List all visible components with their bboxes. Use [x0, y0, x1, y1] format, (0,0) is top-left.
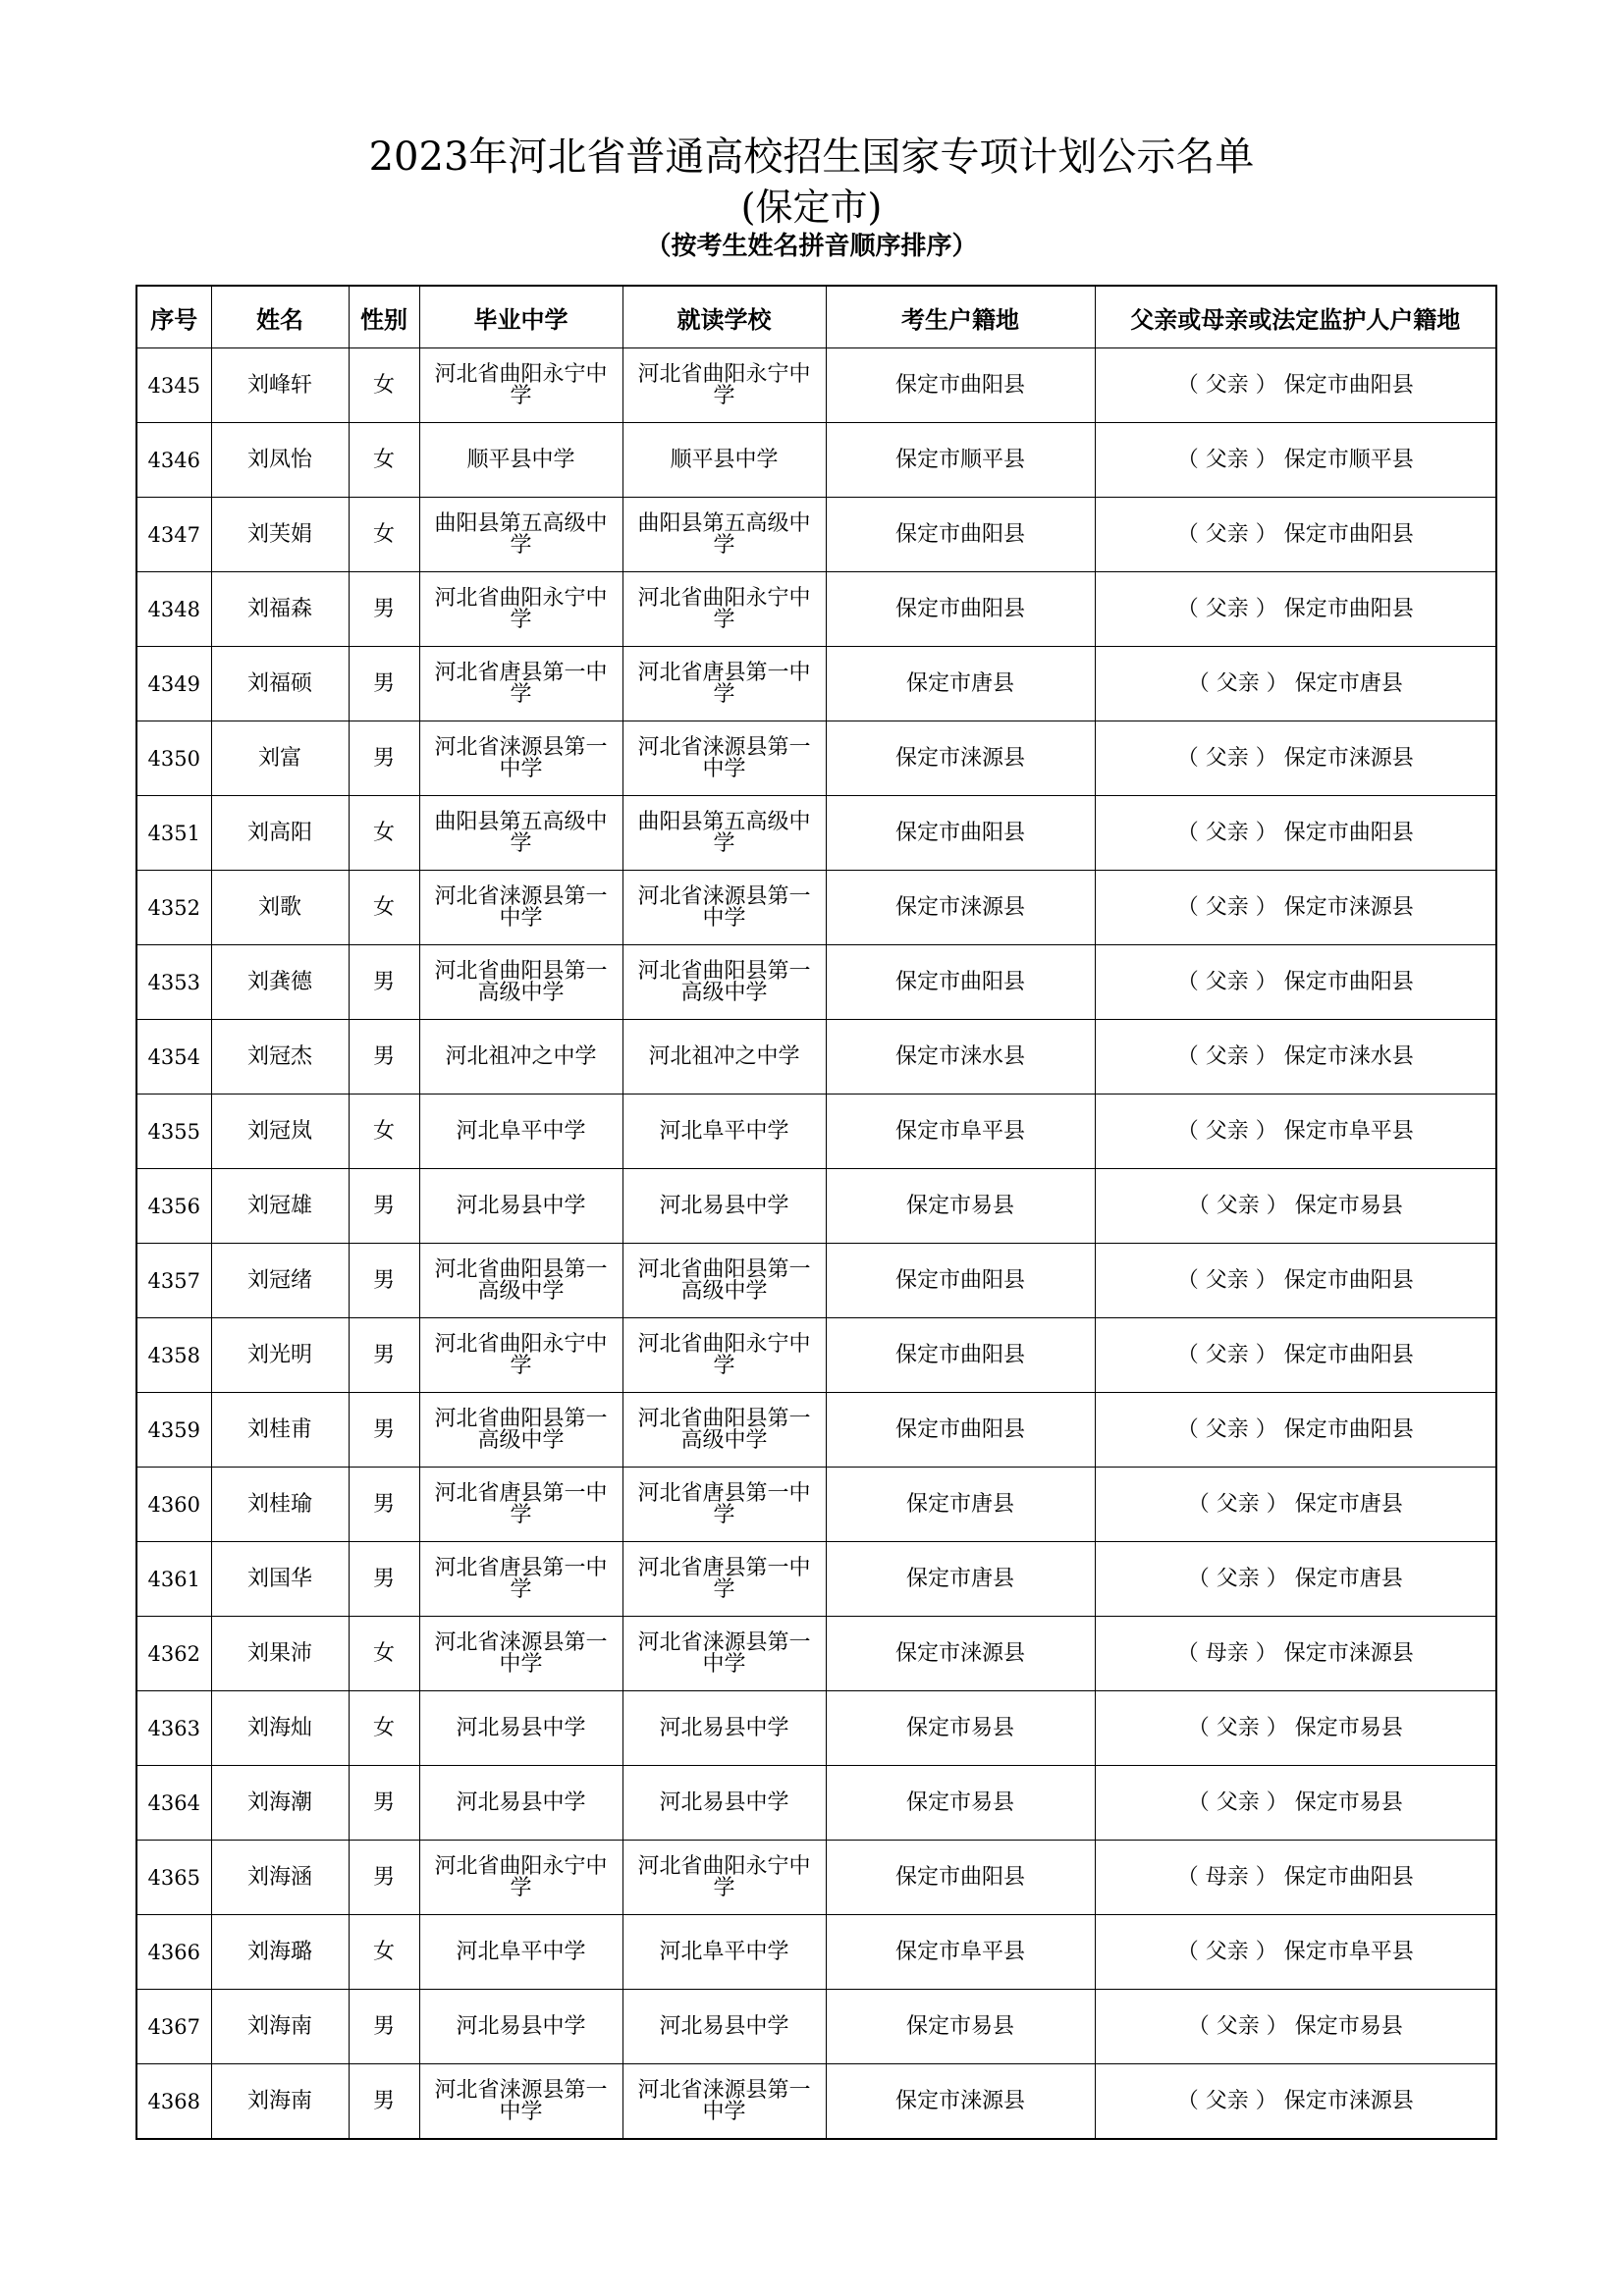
header-name: 姓名: [211, 286, 349, 348]
cell-study-school: 曲阳县第五高级中学: [622, 796, 826, 871]
page-title: 2023年河北省普通高校招生国家专项计划公示名单: [368, 134, 1255, 180]
cell-serial: 4353: [136, 945, 211, 1020]
cell-gender: 男: [349, 647, 419, 721]
cell-study-school: 河北省曲阳永宁中学: [622, 572, 826, 647]
cell-study-school: 河北省涞源县第一中学: [622, 721, 826, 796]
table-row: [136, 498, 1496, 572]
cell-grad-school: 河北省曲阳永宁中学: [419, 1318, 622, 1393]
cell-guardian-hukou: （ 父亲 ） 保定市涞水县: [1095, 1020, 1496, 1095]
cell-gender: 男: [349, 1766, 419, 1841]
cell-name: 刘福森: [211, 572, 349, 647]
cell-guardian-hukou: （ 父亲 ） 保定市曲阳县: [1095, 1318, 1496, 1393]
table-row: [136, 572, 1496, 647]
table-row: [136, 945, 1496, 1020]
cell-serial: 4360: [136, 1468, 211, 1542]
cell-gender: 男: [349, 572, 419, 647]
cell-name: 刘冠杰: [211, 1020, 349, 1095]
table-body: [136, 348, 1496, 2140]
cell-guardian-hukou: （ 父亲 ） 保定市唐县: [1095, 1542, 1496, 1617]
cell-gender: 男: [349, 1542, 419, 1617]
cell-serial: 4356: [136, 1169, 211, 1244]
cell-study-school: 河北易县中学: [622, 1169, 826, 1244]
cell-gender: 女: [349, 871, 419, 945]
cell-serial: 4354: [136, 1020, 211, 1095]
header-study-school: 就读学校: [622, 286, 826, 348]
cell-grad-school: 河北省曲阳县第一高级中学: [419, 1244, 622, 1318]
cell-study-school: 河北祖冲之中学: [622, 1020, 826, 1095]
cell-gender: 男: [349, 1020, 419, 1095]
cell-guardian-hukou: （ 父亲 ） 保定市涞源县: [1095, 871, 1496, 945]
table-row: [136, 1990, 1496, 2064]
cell-study-school: 河北省唐县第一中学: [622, 1542, 826, 1617]
cell-guardian-hukou: （ 父亲 ） 保定市唐县: [1095, 647, 1496, 721]
cell-name: 刘冠绪: [211, 1244, 349, 1318]
cell-hukou: 保定市曲阳县: [826, 1393, 1095, 1468]
cell-name: 刘海灿: [211, 1691, 349, 1766]
cell-hukou: 保定市涞源县: [826, 2064, 1095, 2140]
table-row: [136, 1169, 1496, 1244]
cell-grad-school: 顺平县中学: [419, 423, 622, 498]
table-row: [136, 647, 1496, 721]
cell-hukou: 保定市唐县: [826, 1468, 1095, 1542]
cell-name: 刘光明: [211, 1318, 349, 1393]
table-row: [136, 871, 1496, 945]
cell-guardian-hukou: （ 父亲 ） 保定市易县: [1095, 1990, 1496, 2064]
cell-gender: 男: [349, 1990, 419, 2064]
cell-name: 刘桂瑜: [211, 1468, 349, 1542]
table-row: [136, 1691, 1496, 1766]
cell-guardian-hukou: （ 母亲 ） 保定市涞源县: [1095, 1617, 1496, 1691]
header-serial: 序号: [136, 286, 211, 348]
cell-study-school: 河北省曲阳永宁中学: [622, 1841, 826, 1915]
cell-name: 刘福硕: [211, 647, 349, 721]
cell-hukou: 保定市易县: [826, 1169, 1095, 1244]
cell-name: 刘果沛: [211, 1617, 349, 1691]
cell-hukou: 保定市曲阳县: [826, 945, 1095, 1020]
cell-grad-school: 河北省涞源县第一中学: [419, 2064, 622, 2140]
cell-name: 刘桂甫: [211, 1393, 349, 1468]
cell-serial: 4357: [136, 1244, 211, 1318]
cell-study-school: 河北省涞源县第一中学: [622, 2064, 826, 2140]
cell-hukou: 保定市曲阳县: [826, 1318, 1095, 1393]
cell-guardian-hukou: （ 父亲 ） 保定市易县: [1095, 1169, 1496, 1244]
cell-grad-school: 河北省涞源县第一中学: [419, 871, 622, 945]
cell-hukou: 保定市易县: [826, 1990, 1095, 2064]
cell-name: 刘海潮: [211, 1766, 349, 1841]
cell-grad-school: 河北易县中学: [419, 1169, 622, 1244]
cell-gender: 男: [349, 721, 419, 796]
table-row: [136, 1318, 1496, 1393]
cell-grad-school: 河北省唐县第一中学: [419, 1542, 622, 1617]
cell-gender: 男: [349, 1393, 419, 1468]
cell-guardian-hukou: （ 父亲 ） 保定市曲阳县: [1095, 348, 1496, 423]
cell-grad-school: 河北省曲阳永宁中学: [419, 572, 622, 647]
cell-guardian-hukou: （ 父亲 ） 保定市曲阳县: [1095, 1244, 1496, 1318]
table-row: [136, 348, 1496, 423]
table-row: [136, 423, 1496, 498]
cell-name: 刘国华: [211, 1542, 349, 1617]
cell-serial: 4358: [136, 1318, 211, 1393]
cell-study-school: 曲阳县第五高级中学: [622, 498, 826, 572]
cell-guardian-hukou: （ 父亲 ） 保定市阜平县: [1095, 1095, 1496, 1169]
sort-note: （按考生姓名拼音顺序排序）: [645, 232, 978, 261]
cell-guardian-hukou: （ 父亲 ） 保定市易县: [1095, 1766, 1496, 1841]
cell-serial: 4355: [136, 1095, 211, 1169]
cell-serial: 4366: [136, 1915, 211, 1990]
cell-hukou: 保定市唐县: [826, 647, 1095, 721]
cell-study-school: 河北省曲阳永宁中学: [622, 348, 826, 423]
cell-grad-school: 曲阳县第五高级中学: [419, 796, 622, 871]
table-row: [136, 1542, 1496, 1617]
cell-study-school: 河北省唐县第一中学: [622, 647, 826, 721]
cell-guardian-hukou: （ 父亲 ） 保定市曲阳县: [1095, 1393, 1496, 1468]
cell-guardian-hukou: （ 父亲 ） 保定市曲阳县: [1095, 796, 1496, 871]
cell-guardian-hukou: （ 父亲 ） 保定市涞源县: [1095, 721, 1496, 796]
cell-hukou: 保定市曲阳县: [826, 1244, 1095, 1318]
cell-name: 刘海南: [211, 2064, 349, 2140]
cell-hukou: 保定市涞水县: [826, 1020, 1095, 1095]
cell-grad-school: 河北祖冲之中学: [419, 1020, 622, 1095]
cell-guardian-hukou: （ 母亲 ） 保定市曲阳县: [1095, 1841, 1496, 1915]
cell-name: 刘芙娟: [211, 498, 349, 572]
cell-serial: 4365: [136, 1841, 211, 1915]
cell-serial: 4351: [136, 796, 211, 871]
cell-serial: 4367: [136, 1990, 211, 2064]
cell-hukou: 保定市曲阳县: [826, 498, 1095, 572]
cell-guardian-hukou: （ 父亲 ） 保定市涞源县: [1095, 2064, 1496, 2140]
cell-name: 刘冠雄: [211, 1169, 349, 1244]
cell-name: 刘龚德: [211, 945, 349, 1020]
roster-table: [135, 285, 1497, 2140]
cell-grad-school: 河北省曲阳县第一高级中学: [419, 1393, 622, 1468]
cell-guardian-hukou: （ 父亲 ） 保定市曲阳县: [1095, 498, 1496, 572]
cell-hukou: 保定市阜平县: [826, 1915, 1095, 1990]
table-row: [136, 1766, 1496, 1841]
header-gender: 性别: [349, 286, 419, 348]
cell-gender: 女: [349, 1617, 419, 1691]
cell-hukou: 保定市曲阳县: [826, 796, 1095, 871]
table-row: [136, 2064, 1496, 2140]
cell-study-school: 河北省涞源县第一中学: [622, 871, 826, 945]
cell-grad-school: 河北省唐县第一中学: [419, 647, 622, 721]
cell-guardian-hukou: （ 父亲 ） 保定市阜平县: [1095, 1915, 1496, 1990]
cell-study-school: 河北省曲阳县第一高级中学: [622, 1393, 826, 1468]
cell-grad-school: 曲阳县第五高级中学: [419, 498, 622, 572]
cell-gender: 女: [349, 348, 419, 423]
table-row: [136, 1393, 1496, 1468]
cell-serial: 4359: [136, 1393, 211, 1468]
cell-grad-school: 河北阜平中学: [419, 1095, 622, 1169]
cell-grad-school: 河北省曲阳县第一高级中学: [419, 945, 622, 1020]
cell-name: 刘高阳: [211, 796, 349, 871]
cell-name: 刘歌: [211, 871, 349, 945]
cell-study-school: 河北省曲阳县第一高级中学: [622, 1244, 826, 1318]
header-hukou: 考生户籍地: [826, 286, 1095, 348]
table-row: [136, 721, 1496, 796]
cell-guardian-hukou: （ 父亲 ） 保定市曲阳县: [1095, 945, 1496, 1020]
cell-name: 刘富: [211, 721, 349, 796]
cell-grad-school: 河北阜平中学: [419, 1915, 622, 1990]
cell-hukou: 保定市涞源县: [826, 871, 1095, 945]
table-row: [136, 1095, 1496, 1169]
cell-hukou: 保定市涞源县: [826, 721, 1095, 796]
cell-grad-school: 河北省曲阳永宁中学: [419, 348, 622, 423]
cell-gender: 男: [349, 1841, 419, 1915]
cell-guardian-hukou: （ 父亲 ） 保定市曲阳县: [1095, 572, 1496, 647]
cell-grad-school: 河北易县中学: [419, 1691, 622, 1766]
cell-serial: 4362: [136, 1617, 211, 1691]
cell-gender: 女: [349, 423, 419, 498]
cell-gender: 男: [349, 1468, 419, 1542]
cell-grad-school: 河北省曲阳永宁中学: [419, 1841, 622, 1915]
cell-serial: 4361: [136, 1542, 211, 1617]
cell-hukou: 保定市易县: [826, 1691, 1095, 1766]
header-grad-school: 毕业中学: [419, 286, 622, 348]
cell-hukou: 保定市涞源县: [826, 1617, 1095, 1691]
table-row: [136, 1468, 1496, 1542]
table-row: [136, 1841, 1496, 1915]
cell-name: 刘冠岚: [211, 1095, 349, 1169]
cell-gender: 女: [349, 796, 419, 871]
cell-hukou: 保定市易县: [826, 1766, 1095, 1841]
cell-name: 刘峰轩: [211, 348, 349, 423]
cell-serial: 4346: [136, 423, 211, 498]
header-guardian-hukou: 父亲或母亲或法定监护人户籍地: [1095, 286, 1496, 348]
cell-grad-school: 河北省涞源县第一中学: [419, 721, 622, 796]
cell-serial: 4350: [136, 721, 211, 796]
cell-guardian-hukou: （ 父亲 ） 保定市唐县: [1095, 1468, 1496, 1542]
cell-serial: 4368: [136, 2064, 211, 2140]
cell-grad-school: 河北易县中学: [419, 1766, 622, 1841]
cell-study-school: 河北易县中学: [622, 1691, 826, 1766]
cell-study-school: 顺平县中学: [622, 423, 826, 498]
cell-gender: 男: [349, 1244, 419, 1318]
cell-serial: 4348: [136, 572, 211, 647]
cell-hukou: 保定市曲阳县: [826, 348, 1095, 423]
cell-study-school: 河北省涞源县第一中学: [622, 1617, 826, 1691]
table-header-row: [136, 286, 1496, 348]
cell-gender: 女: [349, 1915, 419, 1990]
cell-study-school: 河北省曲阳永宁中学: [622, 1318, 826, 1393]
cell-gender: 男: [349, 945, 419, 1020]
cell-guardian-hukou: （ 父亲 ） 保定市顺平县: [1095, 423, 1496, 498]
cell-hukou: 保定市曲阳县: [826, 1841, 1095, 1915]
cell-guardian-hukou: （ 父亲 ） 保定市易县: [1095, 1691, 1496, 1766]
cell-study-school: 河北阜平中学: [622, 1915, 826, 1990]
table-row: [136, 1244, 1496, 1318]
cell-gender: 女: [349, 1095, 419, 1169]
cell-study-school: 河北易县中学: [622, 1990, 826, 2064]
cell-study-school: 河北省曲阳县第一高级中学: [622, 945, 826, 1020]
cell-serial: 4352: [136, 871, 211, 945]
cell-serial: 4347: [136, 498, 211, 572]
cell-name: 刘海璐: [211, 1915, 349, 1990]
cell-hukou: 保定市顺平县: [826, 423, 1095, 498]
cell-name: 刘海涵: [211, 1841, 349, 1915]
table-row: [136, 1020, 1496, 1095]
table-row: [136, 796, 1496, 871]
cell-gender: 女: [349, 498, 419, 572]
cell-hukou: 保定市唐县: [826, 1542, 1095, 1617]
cell-hukou: 保定市曲阳县: [826, 572, 1095, 647]
cell-study-school: 河北省唐县第一中学: [622, 1468, 826, 1542]
table-row: [136, 1617, 1496, 1691]
cell-study-school: 河北易县中学: [622, 1766, 826, 1841]
cell-hukou: 保定市阜平县: [826, 1095, 1095, 1169]
page-subtitle: (保定市): [740, 186, 883, 229]
cell-study-school: 河北阜平中学: [622, 1095, 826, 1169]
table-row: [136, 1915, 1496, 1990]
cell-gender: 男: [349, 2064, 419, 2140]
cell-name: 刘海南: [211, 1990, 349, 2064]
cell-serial: 4364: [136, 1766, 211, 1841]
cell-serial: 4345: [136, 348, 211, 423]
cell-name: 刘凤怡: [211, 423, 349, 498]
cell-gender: 女: [349, 1691, 419, 1766]
cell-grad-school: 河北省唐县第一中学: [419, 1468, 622, 1542]
cell-serial: 4363: [136, 1691, 211, 1766]
cell-gender: 男: [349, 1318, 419, 1393]
cell-grad-school: 河北易县中学: [419, 1990, 622, 2064]
cell-gender: 男: [349, 1169, 419, 1244]
cell-serial: 4349: [136, 647, 211, 721]
cell-grad-school: 河北省涞源县第一中学: [419, 1617, 622, 1691]
